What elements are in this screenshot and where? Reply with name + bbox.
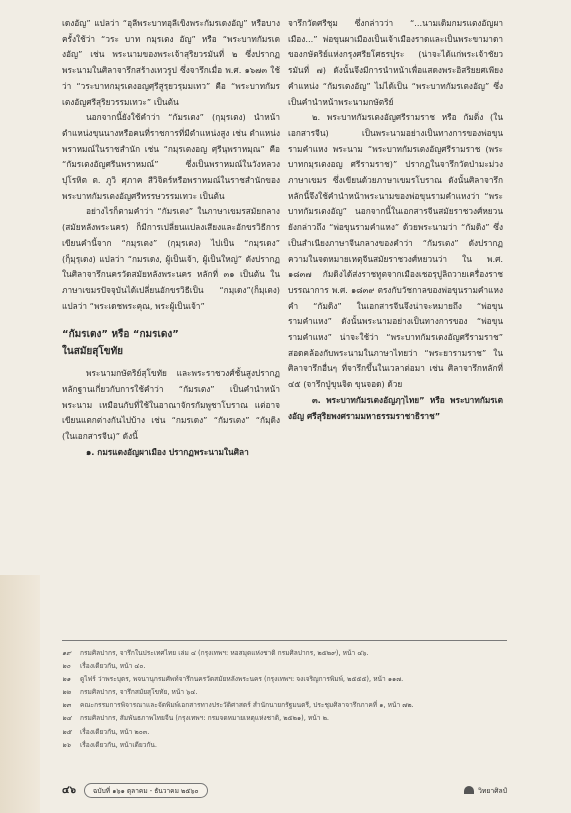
paragraph: ๒. พระบาทกัมรเตงอัญศรีรามราช หรือ กัมดิ่ง (ในเอกสารจีน) เป็นพระนามอย่างเป็นทางการของพ่อขุนรามคำแหง พระนาม “พระบาทกัมรเตงอัญศรีรามราช (พระบาทกมฺรเตงอญ ศรีรามราช)” ปรากฏในจารึกวัดป่ามะม่วงภาษาเขมร ซึ่งเขียนด้วยภาษาเขมรโบราณ ดังนั้นศิลาจารึกหลักนี้จึงใช้คำนำหน้าพระนามของพ่อขุนรามคำแหงว่า “พระบาทกัมรเตงอัญ” นอกจากนี้ในเอกสารจีนสมัยราชวงศ์หยวนยังกล่าวถึง “พ่อขุนรามคำแหง” ด้วยพระนามว่า “กัมดิง” ซึ่งเป็นสำเนียงภาษาจีนกลางของคำว่า “กัมรเตง” ดังปรากฏความในจดหมายเหตุจีนสมัยราชวงศ์หยวนว่า ใน พ.ศ. ๑๘๓๗ กัมดิงได้ส่งราชทูตจากเมืองเชอรฺปูลิถวายเครื่องราชบรรณาการ พ.ศ. ๑๘๓๙ ตรงกับวัชกาลของพ่อขุนรามคำแหง คำ “กัมดิง” ในเอกสารจีนจึงน่าจะหมายถึง “พ่อขุนรามคำแหง” ดังนั้นพระนามอย่างเป็นทางการของ “พ่อขุนรามคำแหง” น่าจะใช้ว่า “พระบาทกัมรเตงอัญศรีรามราช” สอดคล้องกับพระนามในภาษาไทยว่า “พระยารามราช” ในศิลาจารึกอื่นๆ ที่จารึกขึ้นในเวลาต่อมา เช่น ศิลาจารึกหลักที่ ๔๕ (จารึกปู่ขุนจิด ขุนจอด) ด้วย [288,112,503,390]
page-footer [62,782,507,798]
left-column [62,16,280,461]
section-heading [62,326,280,360]
footnote: ๑๙ กรมศิลปากร, จารึกในประเทศไทย เล่ม ๔ (กรุงเทพฯ: หอสมุดแห่งชาติ กรมศิลปากร, ๒๕๒๙), หน้า ๔๖. [62,649,369,657]
footnote: ๒๓ คณะกรรมการพิจารณาและจัดพิมพ์เอกสารทางประวัติศาสตร์ สำนักนายกรัฐมนตรี, ประชุมศิลาจารึกภาคที่ ๑, หน้า ๗๒. [62,701,414,710]
brand-name: วิทยาศิลป์ [478,786,507,795]
footnote: ๒๔ กรมศิลปากร, สัมพันธภาพไทยจีน (กรุงเทพฯ: กรมจดหมายเหตุแห่งชาติ, ๒๕๒๑), หน้า ๒. [62,714,330,723]
subheading-paragraph: ๑. กมรแตงอัญผาเมือง ปรากฏพระนามในศิลา [86,446,249,457]
issue-label: ฉบับที่ ๑๖๑ ตุลาคม - ธันวาคม ๒๕๖๐ [84,783,208,798]
right-column [288,16,503,424]
paragraph: พระนามกษัตริย์สุโขทัย และพระราชวงศ์ชั้นสูงปรากฏหลักฐานเกี่ยวกับการใช้คำว่า “กัมรเตง” เป็นคำนำหน้าพระนาม เหมือนกับที่ใช้ในอาณาจักรกัมพูชาโบราณ แต่อาจเขียนแตกต่างกันไปบ้าง เช่น “กมรเดง” “กัมรเตง” “กัมฺดิง (ในเอกสารจีน)” ดังนี้ [62,368,280,442]
paragraph: นอกจากนี้ยังใช้คำว่า “กัมรเตง” (กฺมฺรเตง) นำหน้าตำแหน่งขุนนางหรือคนที่ราชการที่มีตำแหน่งสูง เช่น ตำแหน่งพราหมณ์ในราชสำนัก เช่น “กมฺรเตงอญ ศฺรีนฺพราหมฺณ” คือ “กัมรเตงอัญศรีนพราหมณ์” ซึ่งเป็นพราหมณ์ในวังหลวง ปุโรหิต ต. ภูวิ ศุภาค สีวิจิตร์หรือพราหมณ์ในราชสำนักของพระบาทกัมรเตงอัญศรีหรรษวรรมเทวะ เป็นต้น [62,112,280,201]
paragraph: เดงอัญ” แปลว่า “อุลีพระบาทอุลีเขิงพระกัมรเดงอัญ” หรือบางครั้งใช้ว่า “วระ บาท กมฺรเตง อัญ” หรือ “พระบาทกัมรเดงอัญ” เช่น พระนามของพระเจ้าสุริยวรมันที่ ๒ ซึ่งปรากฏพระนามในศิลาจารึกสร้างเทวรูป ซึ่งจารึกเมื่อ พ.ศ. ๑๖๗๓ ใช้ว่า “วระบาทกมฺรเตงอญศฺรีสูรฺยวรฺมมเทว” คือ “พระบาทกัมรเตงอัญศรีสุริยวรรมเทวะ” เป็นต้น [62,18,280,107]
footnotes [62,640,507,752]
footnote: ๒๕ เรื่องเดียวกัน, หน้า ๒๐๓. [62,727,150,736]
subheading-paragraph: ๓. พระบาทกัมรเตงอัญฦๅไทย” หรือ พระบาทกัมรเตงอัญ ศรีสุริยพงศรามมหาธรรมราชาธิราช” [288,394,503,421]
footnote: ๒๐ เรื่องเดียวกัน, หน้า ๔๐. [62,662,146,671]
publication-brand [464,785,507,796]
brand-logo-icon [464,786,474,794]
paragraph: จารึกวัดศรีชุม ซึ่งกล่าวว่า “...นามเดิมกมรแตงอัญผาเมือง...” พ่อขุนผาเมืองเป็นเจ้าเมืองราดและเป็นพระขามาดาของกษัตริย์แห่งกรุงศรียโศธรปุระ (น่าจะได้แก่พระเจ้าชัยวรมันที่ ๗) ดังนั้นจึงมีการนำหน้าเพื่อแสดงพระอิสริยยศเพียงคำแหน่ง “กัมรเตงอัญ” ไม่ได้เป็น “พระบาทกัมรเตงอัญ” ซึ่งเป็นคำนำหน้าพระนามกษัตริย์ [288,18,503,107]
paragraph: อย่างไรก็ตามคำว่า “กัมรเตง” ในภาษาเขมรสมัยกลาง (สมัยหลังพระนคร) ก็มีการเปลี่ยนแปลงเสียงและอักขรวิธีการเขียนคำนี้จาก “กมฺรเตง” (กฺมฺรเตง) ไปเป็น “กมฺรเดง” (ก็ฺมฺรฺเดง) แปลว่า “กมรเดง, ผู้เป็นเจ้า, ผู้เป็นใหญ่” ดังปรากฏในศิลาจารึกนครวัดสมัยหลังพระนคร หลักที่ ๓๑ เป็นต้น ในภาษาเขมรปัจจุบันได้เปลี่ยนอักขรวิธีเป็น “กมฺเดง”(ก็มฺเตง) แปลว่า “พระเดชพระคุณ, พระผู้เป็นเจ้า” [62,206,280,311]
section-heading-line: “กัมรเตง” หรือ “กมรเดง” [62,329,179,341]
side-decoration [0,575,40,813]
page-number: ๔๖ [62,784,76,796]
footnote: ๒๒ กรมศิลปากร, จารึกสมัยสุโขทัย, หน้า ๖๔. [62,688,198,697]
footnote: ๒๑ ดูไฟร์ ว่าพระบุตร, พจนานุกรมศัพท์จารึกนครวัดสมัยหลังพระนคร (กรุงเทพฯ: จงเจริญการพิมพ์, ๒๕๕๕), หน้า ๑๑๗. [62,675,404,684]
section-heading-line: ในสมัยสุโขทัย [62,346,124,358]
footnote: ๒๖ เรื่องเดียวกัน, หน้าเดียวกัน. [62,740,158,749]
